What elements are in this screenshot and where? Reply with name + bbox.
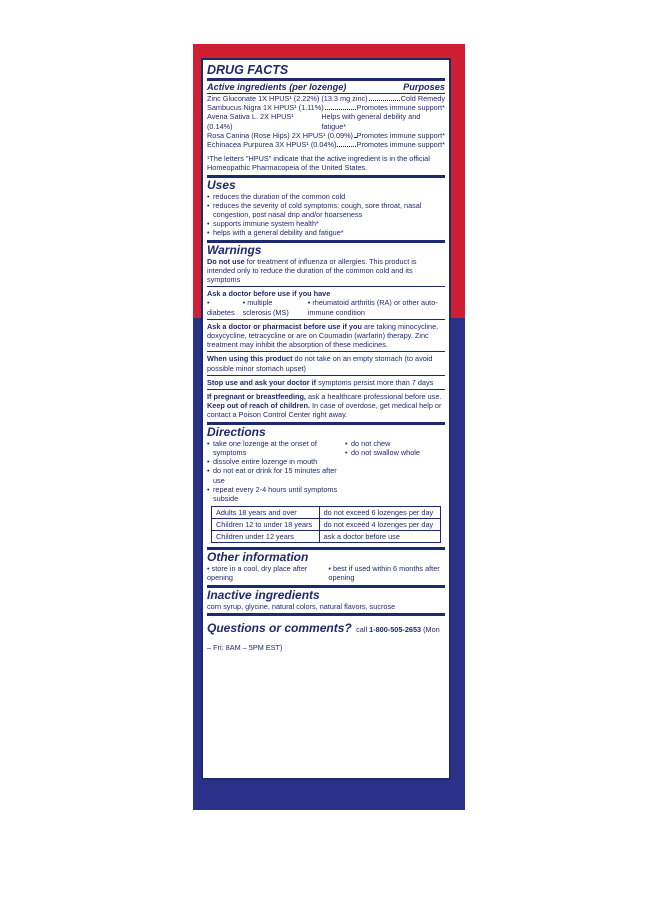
drug-facts-panel — [201, 58, 451, 780]
inactive-heading: Inactive ingredients — [207, 587, 320, 602]
questions-text: call 1-800-505-2653 (Mon – Fri: 8AM – 5PM EST) — [207, 624, 440, 652]
ask-pharmacist-text: Ask a doctor or pharmacist before use if you are taking minocycline, doxycycline, tetracycline or are on Coumadin (warfarin) therapy. Zinc treatment may inhibit the absorption of these medicines. — [207, 320, 445, 353]
other-info-section — [207, 550, 445, 587]
dosage-table — [211, 506, 441, 543]
ingredient-row: Avena Sativa L. 2X HPUS¹ (0.14%) Helps with general debility and fatigue* — [207, 112, 421, 131]
table-row — [212, 531, 441, 543]
pregnant-text: If pregnant or breastfeeding, ask a healthcare professional before use. — [207, 392, 442, 402]
list-item: • dissolve entire lozenge in mouth — [207, 457, 345, 466]
drug-facts-title: DRUG FACTS — [207, 64, 445, 81]
ingredient-row: Echinacea Purpurea 3X HPUS¹ (0.04%) Promotes immune support* — [207, 140, 445, 150]
list-item: • store in a cool, dry place after opening — [207, 564, 308, 583]
do-not-use-text: Do not use for treatment of influenza or allergies. This product is intended only to reduce the duration of the common cold and its symptoms — [207, 257, 445, 288]
list-item: • multiple sclerosis (MS) — [242, 298, 289, 317]
list-item: • do not chew — [345, 439, 445, 448]
table-cell: ask a doctor before use — [319, 531, 440, 543]
active-ingredients-section — [207, 81, 445, 178]
directions-heading: Directions — [207, 424, 266, 439]
list-item: • do not eat or drink for 15 minutes after use — [207, 466, 345, 484]
stop-use-text: Stop use and ask your doctor if symptoms persist more than 7 days — [207, 376, 445, 390]
list-item: • best if used within 6 months after opening — [328, 564, 440, 583]
table-row — [212, 519, 441, 531]
ingredient-row: Zinc Gluconate 1X HPUS¹ (2.22%) (13.3 mg zinc) Cold Remedy — [207, 94, 445, 103]
uses-heading: Uses — [207, 177, 236, 192]
other-info-heading: Other information — [207, 550, 309, 565]
hpus-footnote: ¹The letters "HPUS" indicate that the active ingredient is in the official Homeopathic Pharmacopeia of the United States. — [207, 154, 430, 173]
warnings-section — [207, 243, 445, 425]
when-using-text: When using this product do not take on an empty stomach (to avoid possible minor stomach upset) — [207, 352, 445, 375]
purposes-heading: Purposes — [403, 82, 445, 92]
table-row — [212, 507, 441, 519]
ingredient-row: Sambucus Nigra 1X HPUS¹ (1.11%) Promotes immune support* — [207, 103, 445, 113]
inactive-text: corn syrup, glycine, natural colors, natural flavors, sucrose — [207, 601, 396, 611]
active-ingredients-heading: Active ingredients (per lozenge) — [207, 82, 347, 92]
table-cell: Children under 12 years — [212, 531, 320, 543]
table-cell: do not exceed 4 lozenges per day — [319, 519, 440, 531]
children-text: Keep out of reach of children. In case of overdose, get medical help or contact a Poison Control Center right away. — [207, 401, 442, 420]
list-item: • helps with a general debility and fatigue* — [207, 228, 445, 237]
table-cell: do not exceed 6 lozenges per day — [319, 507, 440, 519]
table-cell: Adults 18 years and over — [212, 507, 320, 519]
questions-section — [207, 616, 445, 657]
drug-facts-box — [193, 44, 465, 810]
list-item: • do not swallow whole — [345, 448, 445, 457]
list-item: • take one lozenge at the onset of symptoms — [207, 439, 345, 457]
phone-number: 1-800-505-2653 — [369, 624, 422, 634]
list-item: • repeat every 2-4 hours until symptoms subside — [207, 485, 345, 503]
list-item: • diabetes — [207, 298, 235, 317]
list-item: • reduces the severity of cold symptoms: cough, sore throat, nasal congestion, post nasal drip and/or hoarseness — [207, 201, 445, 219]
list-item: • reduces the duration of the common cold — [207, 192, 445, 201]
questions-heading: Questions or comments? — [207, 620, 352, 635]
inactive-section — [207, 588, 445, 616]
ask-doctor-block: Ask a doctor before use if you have • diabetes • multiple sclerosis (MS) • rheumatoid arthritis (RA) or other auto-immune condition — [207, 287, 445, 320]
list-item: • supports immune system health* — [207, 219, 445, 228]
directions-section — [207, 425, 445, 550]
list-item: • rheumatoid arthritis (RA) or other auto-immune condition — [307, 298, 438, 317]
uses-section — [207, 178, 445, 243]
table-cell: Children 12 to under 18 years — [212, 519, 320, 531]
ingredient-row: Rosa Canina (Rose Hips) 2X HPUS¹ (0.09%) Promotes immune support* — [207, 130, 445, 140]
warnings-heading: Warnings — [207, 242, 262, 257]
